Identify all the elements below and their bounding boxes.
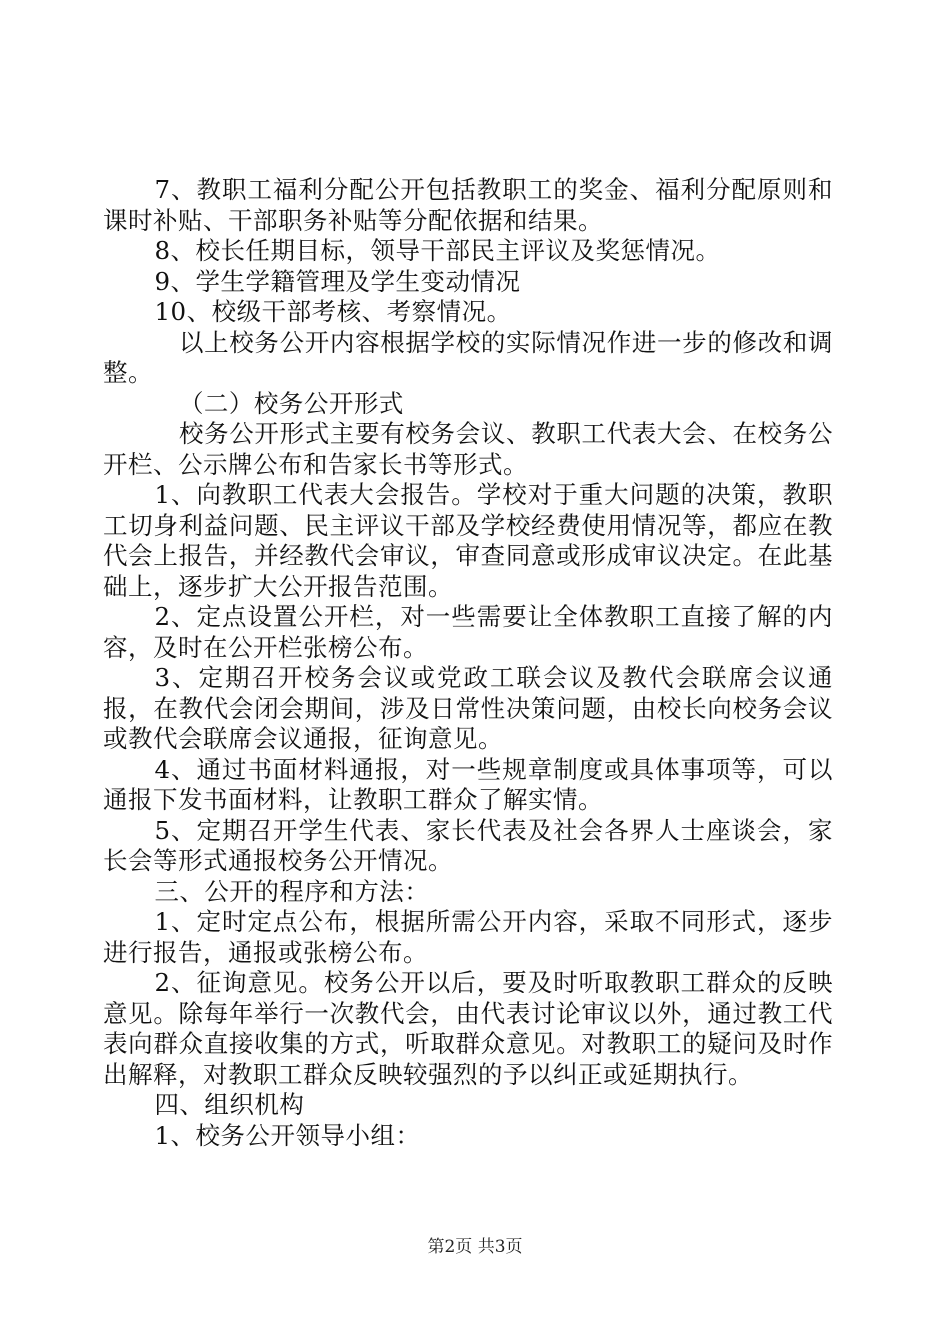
section-heading-organization: 四、组织机构 [154,1090,305,1119]
section-heading-procedure: 三、公开的程序和方法： [154,876,430,906]
page-footer: 第2页 共3页 [427,1237,523,1257]
paragraph-form-1: 1、向教职工代表大会报告。学校对于重大问题的决策，教职工切身利益问题、民主评议干部及学校经费使用情况等，都应在教代会上报告，并经教代会审议，审查同意或形成审议决定。在此基础上，逐步扩大公开报告范围。 [103,480,833,601]
paragraph-item-8: 8、校长任期目标，领导干部民主评议及奖惩情况。 [154,236,721,265]
paragraph-form-5: 5、定期召开学生代表、家长代表及社会各界人士座谈会，家长会等形式通报校务公开情况。 [103,815,833,875]
paragraph-forms-intro: 校务公开形式主要有校务会议、教职工代表大会、在校务公开栏、公示牌公布和告家长书等形式。 [103,419,833,479]
paragraph-item-7: 7、教职工福利分配公开包括教职工的奖金、福利分配原则和课时补贴、干部职务补贴等分配依据和结果。 [103,175,833,235]
paragraph-item-10: 10、校级干部考核、考察情况。 [154,297,512,326]
paragraph-form-3: 3、定期召开校务会议或党政工联会议及教代会联席会议通报，在教代会闭会期间，涉及日常性决策问题，由校长向校务会议或教代会联席会议通报，征询意见。 [103,663,833,753]
paragraph-procedure-1: 1、定时定点公布，根据所需公开内容，采取不同形式，逐步进行报告，通报或张榜公布。 [103,907,833,967]
paragraph-form-2: 2、定点设置公开栏，对一些需要让全体教职工直接了解的内容，及时在公开栏张榜公布。 [103,602,833,662]
section-heading-forms: （二）校务公开形式 [178,388,404,418]
paragraph-item-9: 9、学生学籍管理及学生变动情况 [154,266,521,296]
document-body [103,175,833,1151]
paragraph-summary: 以上校务公开内容根据学校的实际情况作进一步的修改和调整。 [103,327,833,387]
paragraph-procedure-2: 2、征询意见。校务公开以后，要及时听取教职工群众的反映意见。除每年举行一次教代会，由代表讨论审议以外，通过教工代表向群众直接收集的方式，听取群众意见。对教职工的疑问及时作出解释，对教职工群众反映较强烈的予以纠正或延期执行。 [103,968,833,1089]
paragraph-organization-1: 1、校务公开领导小组： [154,1120,421,1150]
paragraph-form-4: 4、通过书面材料通报，对一些规章制度或具体事项等，可以通报下发书面材料，让教职工群众了解实情。 [103,754,833,814]
